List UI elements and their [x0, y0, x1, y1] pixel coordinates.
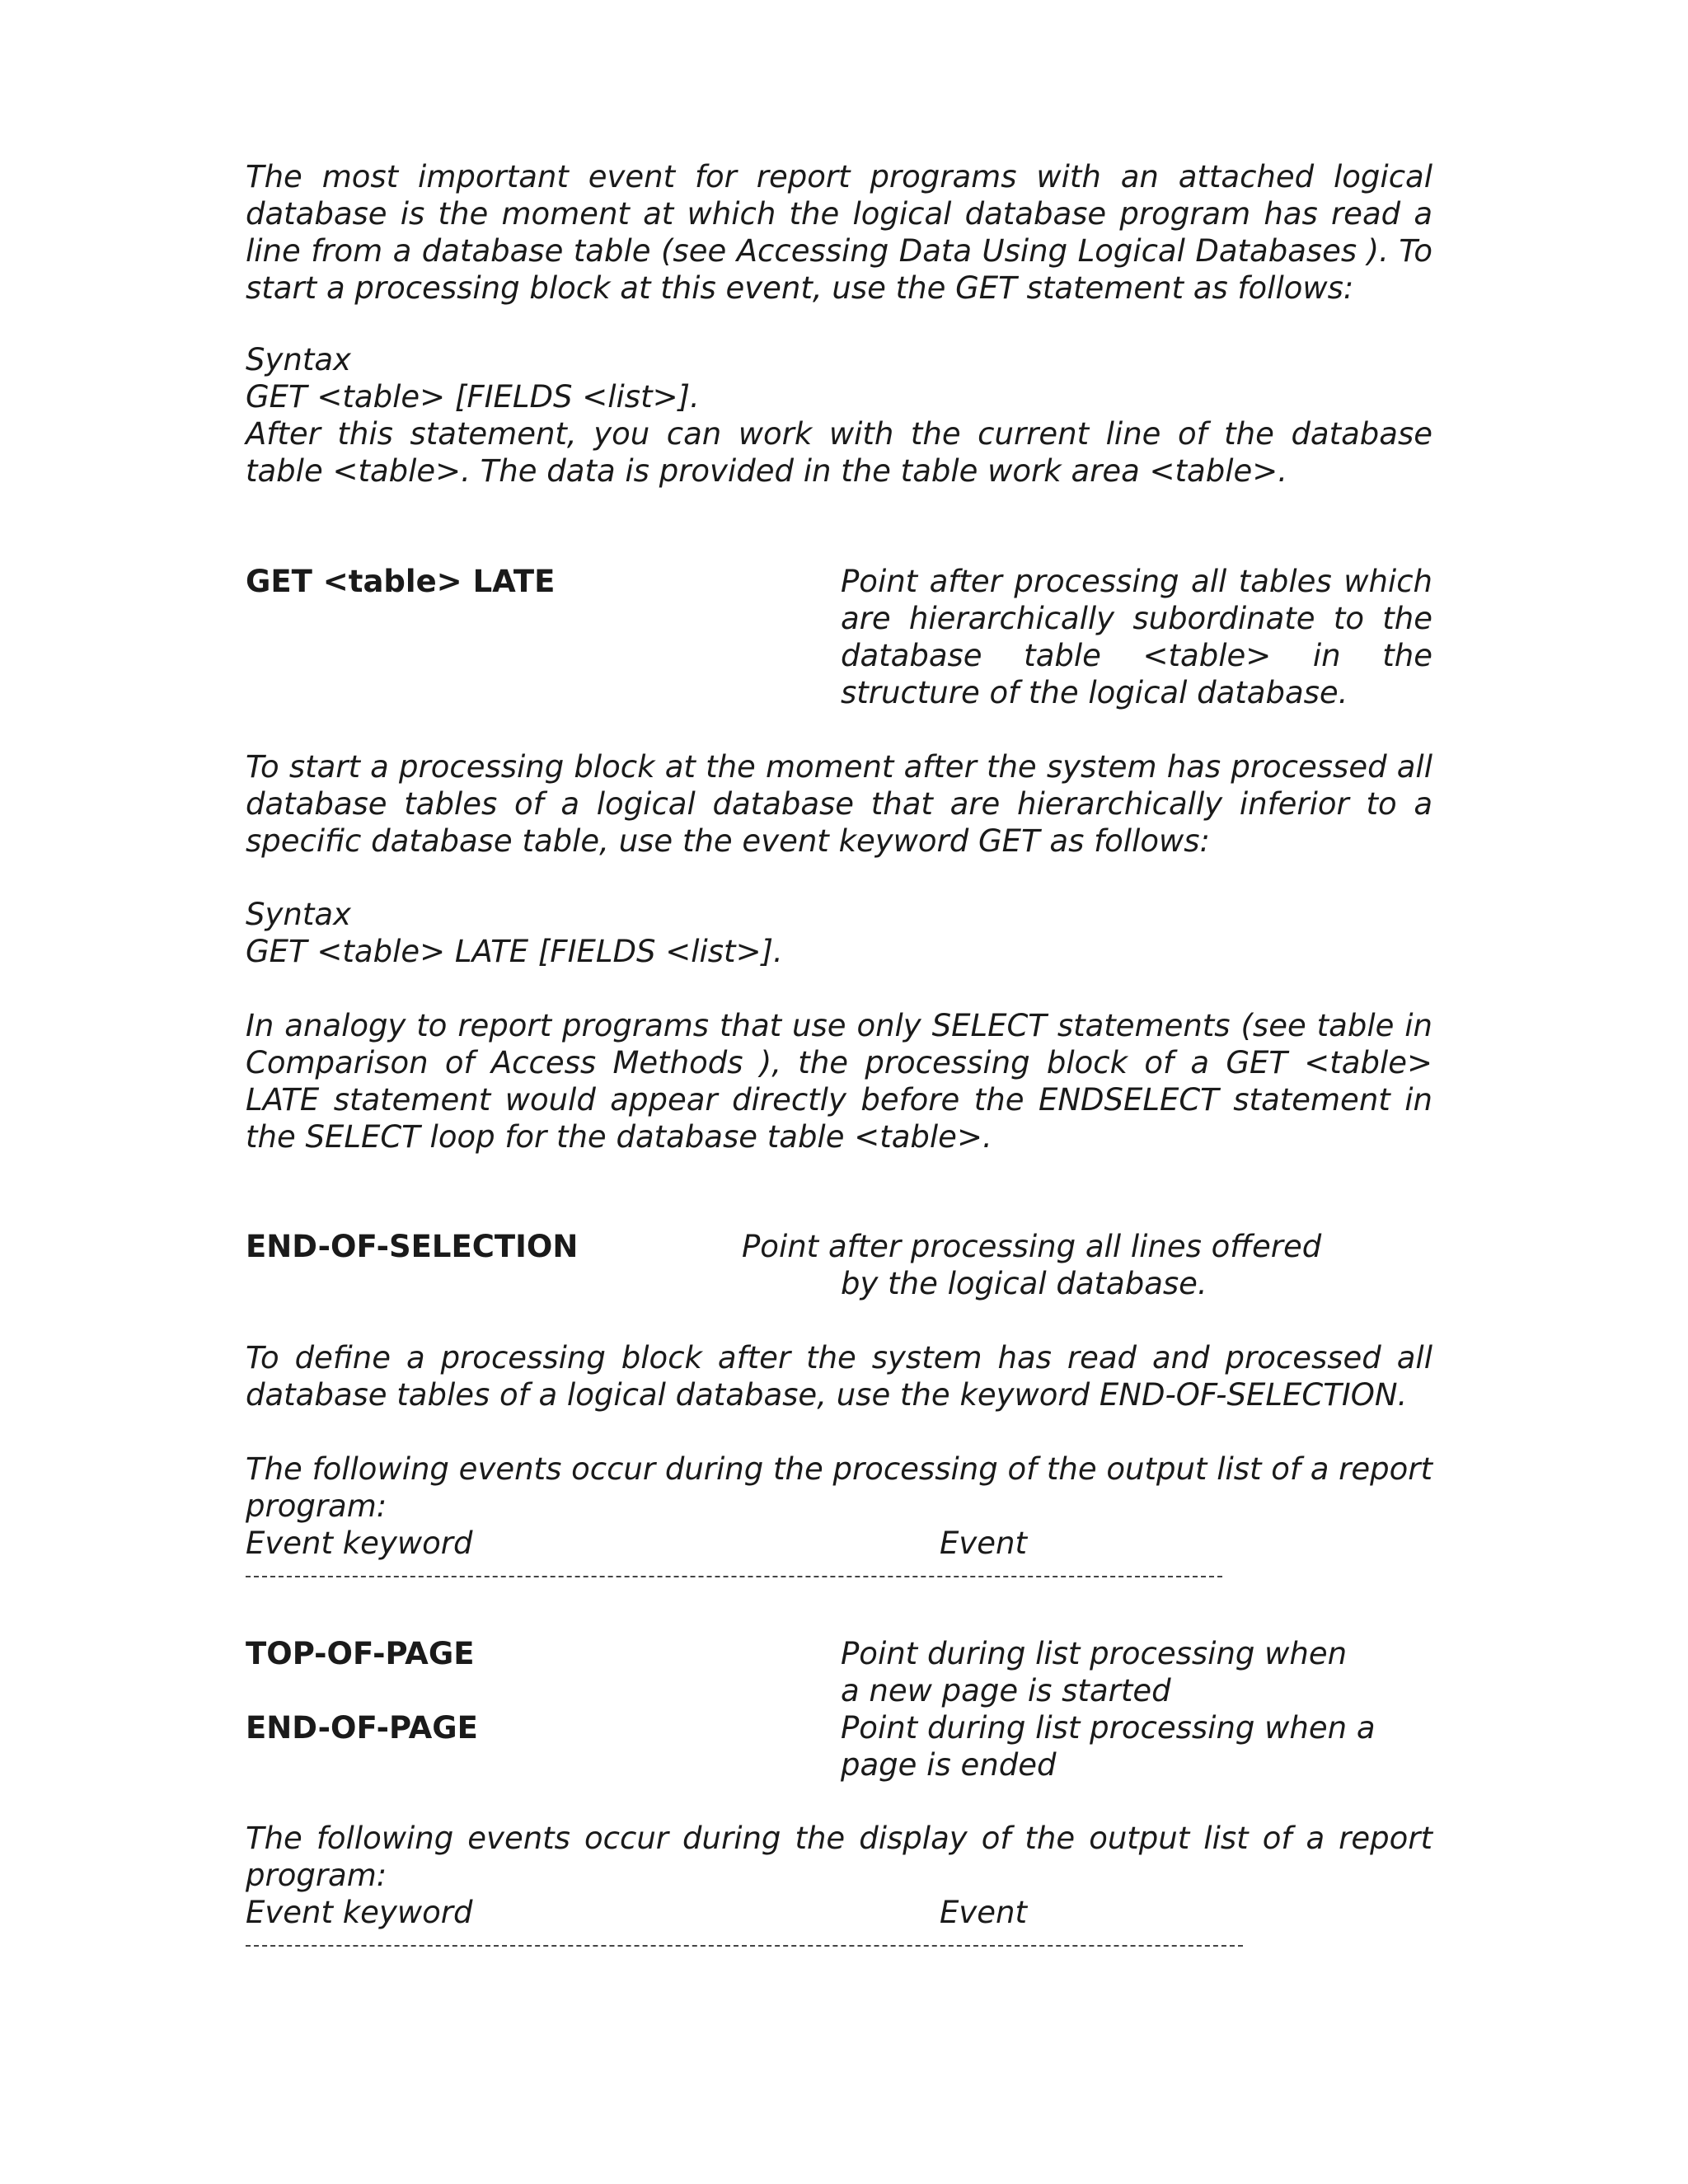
event-description-get-late: Point after processing all tables which are hierarchically subordinate to the database table <table> in the structure of the logical database. [841, 564, 1432, 710]
column-header-event: Event [940, 1526, 1027, 1561]
event-description-top-of-page: Point during list processing when a new page is started [841, 1636, 1348, 1708]
column-header-event-keyword: Event keyword [246, 1895, 473, 1930]
event-keyword-get-late: GET <table> LATE [246, 564, 556, 599]
event-keyword-end-of-selection: END-OF-SELECTION [246, 1229, 579, 1264]
column-header-event-keyword: Event keyword [246, 1526, 473, 1561]
output-display-paragraph: The following events occur during the display of the output list of a report program: [246, 1821, 1432, 1893]
description-line: Point after processing all lines offered [742, 1229, 1322, 1264]
event-keyword-end-of-page: END-OF-PAGE [246, 1710, 478, 1746]
event-keyword-top-of-page: TOP-OF-PAGE [246, 1636, 475, 1671]
end-of-selection-paragraph: To define a processing block after the system has read and processed all database tables of a logical database, use the keyword END-OF-SELECTION. [246, 1340, 1432, 1413]
syntax-label: Syntax [246, 342, 351, 377]
syntax-explanation: After this statement, you can work with the current line of the database table <table>. The data is provided in the table work area <table>. [246, 416, 1432, 489]
event-description-end-of-selection [742, 1228, 1434, 1302]
event-description-end-of-page: Point during list processing when a page is ended [841, 1710, 1376, 1783]
column-header-event: Event [940, 1895, 1027, 1930]
intro-paragraph: The most important event for report programs with an attached logical database is the moment at which the logical database program has read a line from a database table (see Accessing Data Using Logical Databases ). To start a processing block at this event, use the GET statement as follows: [246, 159, 1432, 306]
dashed-separator [246, 1576, 1222, 1577]
get-late-paragraph: To start a processing block at the moment after the system has processed all database tables of a logical database that are hierarchically inferior to a specific database table, use the event keyword GET as follows: [246, 749, 1432, 859]
syntax-label: Syntax [246, 897, 351, 932]
syntax-code: GET <table> LATE [FIELDS <list>]. [246, 934, 783, 969]
analogy-paragraph: In analogy to report programs that use only SELECT statements (see table in Comparison of Access Methods ), the processing block of a GET <table> LATE statement would appear directly before the ENDSELECT statement in the SELECT loop for the database table <table>. [246, 1008, 1432, 1155]
dashed-separator [246, 1945, 1243, 1947]
output-processing-paragraph: The following events occur during the processing of the output list of a report program: [246, 1451, 1432, 1524]
description-line: by the logical database. [841, 1266, 1207, 1301]
syntax-code: GET <table> [FIELDS <list>]. [246, 379, 700, 415]
